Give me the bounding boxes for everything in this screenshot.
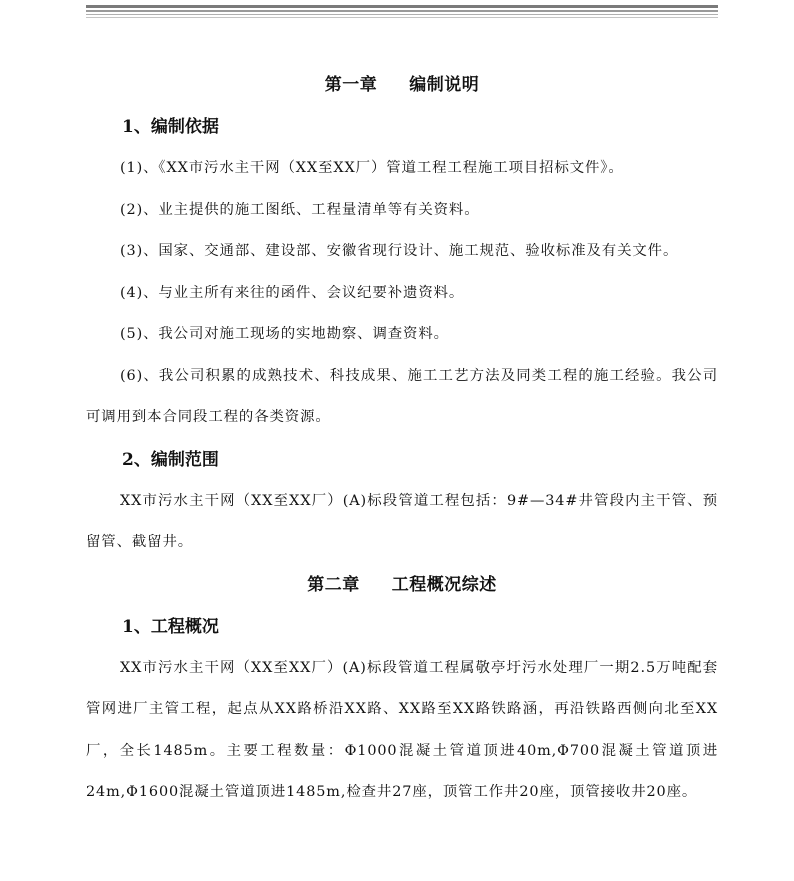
scope-paragraph: XX市污水主干网（XX至XX厂）(A)标段管道工程包括：9#—34#井管段内主干管、预留管、截留井。 xyxy=(86,492,718,550)
overview-paragraph: XX市污水主干网（XX至XX厂）(A)标段管道工程属敬亭圩污水处理厂一期2.5万吨配套管网进厂主管工程，起点从XX路桥沿XX路、XX路至XX路铁路涵，再沿铁路西侧向北至XX厂，全长1485m。主要工程数量：Φ1000混凝土管道顶进40m,Φ700混凝土管道顶进24m,Φ1600混凝土管道顶进1485m,检查井27座，顶管工作井20座，顶管接收井20座。 xyxy=(86,659,718,800)
document-body xyxy=(86,64,718,814)
chapter-1-title: 第一章 编制说明 xyxy=(324,75,480,95)
basis-item-4: (4)、与业主所有来往的函件、会议纪要补遗资料。 xyxy=(120,284,465,301)
header-rule xyxy=(86,5,718,27)
basis-item-1: (1)、《XX市污水主干网（XX至XX厂）管道工程工程施工项目招标文件》。 xyxy=(120,160,624,176)
basis-item-2: (2)、业主提供的施工图纸、工程量清单等有关资料。 xyxy=(120,201,480,218)
basis-item-5: (5)、我公司对施工现场的实地勘察、调查资料。 xyxy=(120,326,449,342)
chapter-2-title: 第二章 工程概况综述 xyxy=(307,574,497,595)
section-project-overview-title: 1、工程概况 xyxy=(122,616,219,637)
section-compilation-scope-title: 2、编制范围 xyxy=(122,449,219,470)
basis-item-6: (6)、我公司积累的成熟技术、科技成果、施工工艺方法及同类工程的施工经验。我公司可调用到本合同段工程的各类资源。 xyxy=(86,367,718,425)
section-compilation-basis-title: 1、编制依据 xyxy=(122,117,219,137)
basis-item-3: (3)、国家、交通部、建设部、安徽省现行设计、施工规范、验收标准及有关文件。 xyxy=(120,243,679,259)
